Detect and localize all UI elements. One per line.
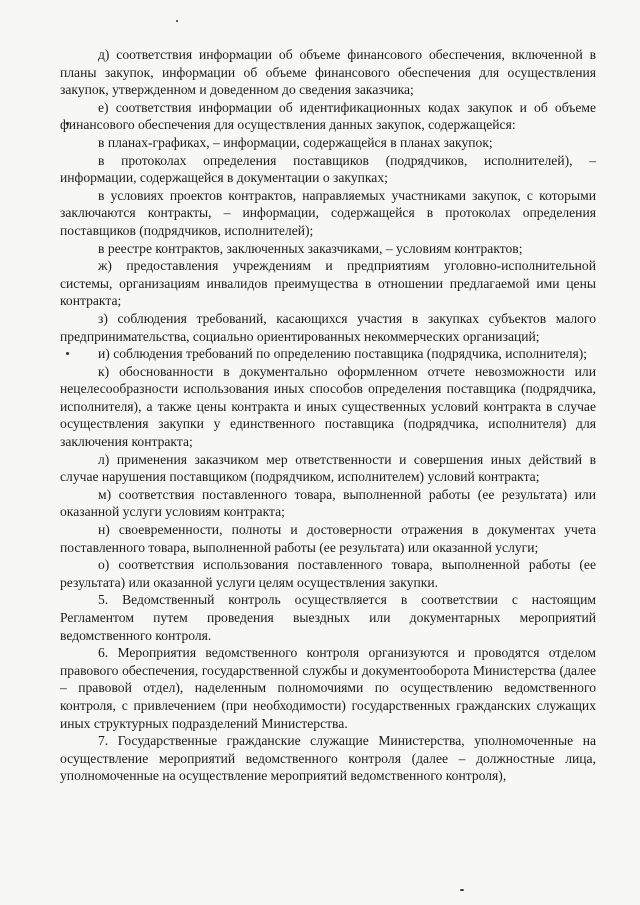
paragraph-z: з) соблюдения требований, касающихся участия в закупках субъектов малого предпринимательства, социально ориентированных некоммерческих организаций;	[60, 310, 596, 344]
paragraph-e-registry: в реестре контрактов, заключенных заказчиками, – условиям контрактов;	[98, 240, 523, 256]
paragraph-k: к) обоснованности в документально оформленном отчете невозможности или нецелесообразности использования иных способов определения поставщика (подрядчика, исполнителя), а также цены контракта и иных существенных условий контракта в случае осуществления закупки у единственного поставщика (подрядчика, исполнителя) для заключения контракта;	[60, 363, 596, 450]
paragraph-l: л) применения заказчиком мер ответственности и совершения иных действий в случае нарушения поставщиком (подрядчиком, исполнителем) условий контракта;	[60, 451, 596, 485]
paragraph-7: 7. Государственные гражданские служащие Министерства, уполномоченные на осуществление мероприятий ведомственного контроля (далее – должностные лица, уполномоченные на осуществление мероприятий ведомственного контроля),	[60, 733, 596, 784]
scan-speck	[460, 889, 464, 891]
paragraph-e-plans: в планах-графиках, – информации, содержащейся в планах закупок;	[98, 134, 493, 150]
paragraph-e-contract-terms: в условиях проектов контрактов, направляемых участниками закупок, с которыми заключаются контракты, – информации, содержащейся в протоколах определения поставщиков (подрядчиков, исполнителей);	[60, 187, 596, 238]
paragraph-e-protocols: в протоколах определения поставщиков (подрядчиков, исполнителей), – информации, содержащейся в документации о закупках;	[60, 152, 596, 186]
scan-speck	[176, 20, 178, 22]
paragraph-o: о) соответствия использования поставленного товара, выполненной работы (ее результата) или оказанной услуги целям осуществления закупки.	[60, 557, 596, 590]
paragraph-5: 5. Ведомственный контроль осуществляется в соответствии с настоящим Регламентом путем проведения выездных или документарных мероприятий ведомственного контроля.	[60, 592, 596, 643]
paragraph-i: и) соблюдения требований по определению поставщика (подрядчика, исполнителя);	[98, 346, 588, 362]
paragraph-zh: ж) предоставления учреждениям и предприятиям уголовно-исполнительной системы, организациям инвалидов преимущества в отношении предлагаемой ими цены контракта;	[60, 258, 596, 309]
paragraph-n: н) своевременности, полноты и достоверности отражения в документах учета поставленного товара, выполненной работы (ее результата) или оказанной услуги;	[60, 522, 596, 555]
paragraph-e: е) соответствия информации об идентификационных кодах закупок и об объеме финансового обеспечения для осуществления данных закупок, содержащейся:	[60, 99, 596, 133]
paragraph-m: м) соответствия поставленного товара, выполненной работы (ее результата) или оказанной услуги условиям контракта;	[60, 486, 596, 520]
paragraph-d: д) соответствия информации об объеме финансового обеспечения, включенной в планы закупок, информации об объеме финансового обеспечения для осуществления закупок, утвержденном и доведенном до сведения заказчика;	[60, 47, 596, 98]
document-body	[60, 46, 596, 785]
paragraph-6: 6. Мероприятия ведомственного контроля организуются и проводятся отделом правового обеспечения, государственной службы и документооборота Министерства (далее – правовой отдел), наделенным полномочиями по осуществлению ведомственного контроля, с привлечением (при необходимости) государственных гражданских служащих иных структурных подразделений Министерства.	[60, 645, 596, 731]
